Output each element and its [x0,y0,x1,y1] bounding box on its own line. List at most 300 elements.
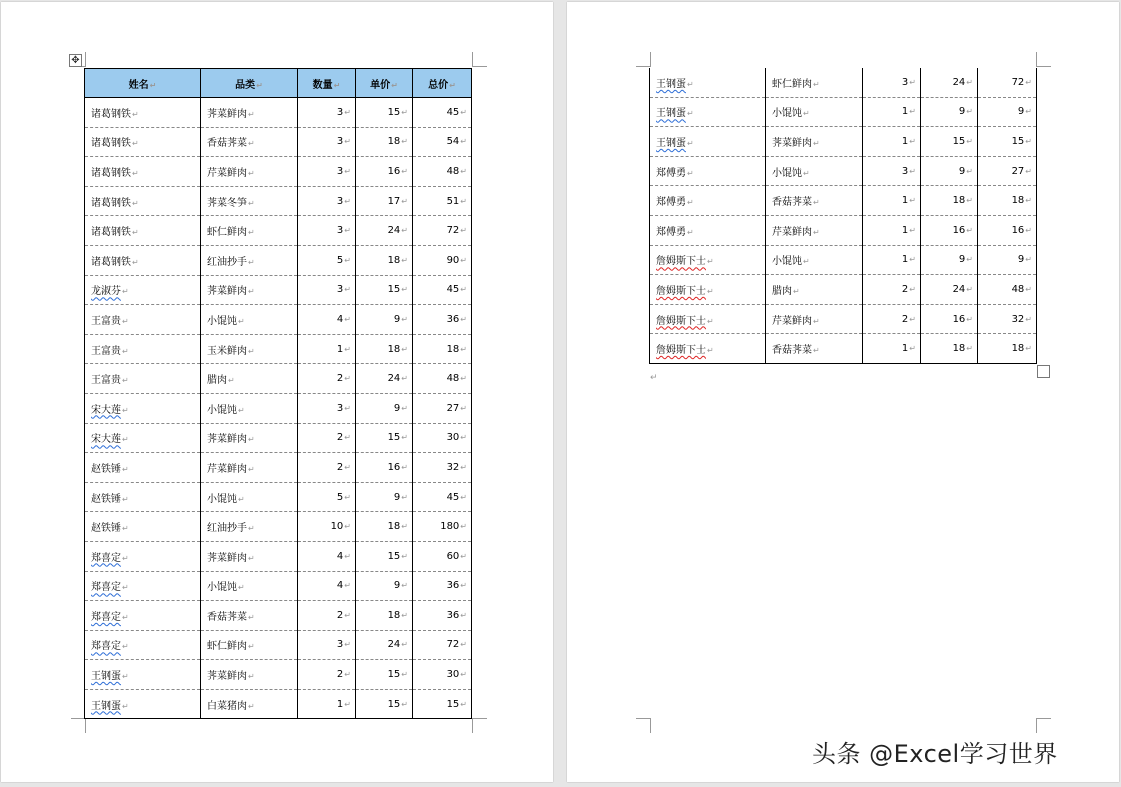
cell-category[interactable]: 荠菜鲜肉↵ [766,127,863,157]
cell-name[interactable]: 郑喜定↵ [85,571,201,601]
cell-unit-price[interactable]: 9↵ [356,305,413,335]
cell-unit-price[interactable]: 18↵ [356,512,413,542]
cell-end-mark: ↵ [401,640,408,650]
cell-end-mark: ↵ [401,670,408,680]
cell-unit-price[interactable]: 9↵ [921,97,978,127]
cell-unit-price[interactable]: 9↵ [921,156,978,186]
cell-quantity[interactable]: 3↵ [863,68,921,97]
crop-mark-bottom-right [1036,718,1051,733]
table-row [85,689,472,719]
cell-name[interactable]: 郑喜定↵ [85,601,201,631]
cell-total-price[interactable]: 18↵ [978,186,1037,216]
cell-end-mark: ↵ [122,612,129,622]
cell-category[interactable]: 红油抄手↵ [201,245,298,275]
cell-end-mark: ↵ [122,287,129,297]
cell-unit-price[interactable]: 9↵ [356,482,413,512]
cell-quantity[interactable]: 3↵ [298,157,356,187]
cell-end-mark: ↵ [793,286,800,296]
table-move-handle-icon[interactable]: ✥ [69,54,82,67]
cell-quantity[interactable]: 2↵ [298,453,356,483]
cell-total-price[interactable]: 60↵ [413,541,472,571]
cell-end-mark: ↵ [460,522,467,532]
cell-end-mark: ↵ [248,198,255,208]
cell-end-mark: ↵ [460,344,467,354]
cell-unit-price[interactable]: 9↵ [356,393,413,423]
cell-unit-price[interactable]: 17↵ [356,186,413,216]
cell-end-mark: ↵ [1025,255,1032,265]
cell-end-mark: ↵ [460,255,467,265]
cell-quantity[interactable]: 2↵ [298,423,356,453]
cell-unit-price[interactable]: 18↵ [921,186,978,216]
table-row [85,393,472,423]
cell-end-mark: ↵ [460,226,467,236]
cell-end-mark: ↵ [344,285,351,295]
cell-total-price[interactable]: 36↵ [413,305,472,335]
cell-end-mark: ↵ [344,433,351,443]
cell-end-mark: ↵ [460,670,467,680]
cell-end-mark: ↵ [132,168,139,178]
cell-end-mark: ↵ [344,314,351,324]
table-row [85,601,472,631]
data-table-page-1 [84,68,472,719]
cell-end-mark: ↵ [248,139,255,149]
cell-category[interactable]: 香菇荠菜↵ [201,601,298,631]
cell-end-mark: ↵ [344,255,351,265]
cell-category[interactable]: 腊肉↵ [201,364,298,394]
cell-end-mark: ↵ [401,403,408,413]
cell-name[interactable]: 郑傅勇↵ [650,215,766,245]
table-row [650,304,1037,334]
cell-category[interactable]: 腊肉↵ [766,275,863,305]
cell-name[interactable]: 宋大莲↵ [85,393,201,423]
cell-category[interactable]: 荠菜鲜肉↵ [201,275,298,305]
cell-category[interactable]: 芹菜鲜肉↵ [201,157,298,187]
cell-end-mark: ↵ [909,255,916,265]
cell-category[interactable]: 小馄饨↵ [766,156,863,186]
table-row [85,364,472,394]
cell-total-price[interactable]: 48↵ [413,157,472,187]
cell-end-mark: ↵ [248,672,255,682]
cell-category[interactable]: 香菇荠菜↵ [766,334,863,364]
cell-category[interactable]: 荠菜鲜肉↵ [201,423,298,453]
header-total-price[interactable]: 总价↵ [413,69,472,98]
cell-name[interactable]: 诸葛钢铁↵ [85,216,201,246]
cell-name[interactable]: 王富贵↵ [85,305,201,335]
cell-total-price[interactable]: 30↵ [413,423,472,453]
cell-end-mark: ↵ [813,316,820,326]
cell-end-mark: ↵ [248,109,255,119]
table-row [650,186,1037,216]
data-table-page-2 [649,68,1037,364]
cell-name[interactable]: 王钢蛋↵ [85,660,201,690]
cell-total-price[interactable]: 18↵ [413,334,472,364]
cell-category[interactable]: 芹菜鲜肉↵ [201,453,298,483]
cell-total-price[interactable]: 90↵ [413,245,472,275]
cell-category[interactable]: 白菜猪肉↵ [201,689,298,719]
table-row [85,275,472,305]
cell-total-price[interactable]: 32↵ [413,453,472,483]
cell-end-mark: ↵ [401,255,408,265]
cell-name[interactable]: 郑傅勇↵ [650,186,766,216]
cell-end-mark: ↵ [401,433,408,443]
cell-name[interactable]: 诸葛钢铁↵ [85,157,201,187]
cell-total-price[interactable]: 72↵ [413,216,472,246]
cell-total-price[interactable]: 16↵ [978,215,1037,245]
cell-quantity[interactable]: 3↵ [298,216,356,246]
cell-quantity[interactable]: 4↵ [298,571,356,601]
cell-unit-price[interactable]: 15↵ [921,127,978,157]
cell-total-price[interactable]: 48↵ [413,364,472,394]
cell-quantity[interactable]: 1↵ [298,334,356,364]
table-row [650,97,1037,127]
cell-name[interactable]: 郑喜定↵ [85,630,201,660]
cell-end-mark: ↵ [122,316,129,326]
cell-unit-price[interactable]: 18↵ [356,127,413,157]
cell-name[interactable]: 詹姆斯下士↵ [650,245,766,275]
crop-mark-bottom-right [472,718,487,733]
cell-end-mark: ↵ [909,77,916,87]
cell-end-mark: ↵ [966,77,973,87]
cell-unit-price[interactable]: 16↵ [356,453,413,483]
cell-quantity[interactable]: 3↵ [298,98,356,128]
table-row [85,630,472,660]
cell-end-mark: ↵ [132,139,139,149]
cell-quantity[interactable]: 1↵ [863,127,921,157]
cell-unit-price[interactable]: 24↵ [356,364,413,394]
cell-quantity[interactable]: 2↵ [863,304,921,334]
cell-end-mark: ↵ [401,699,408,709]
cell-end-mark: ↵ [803,257,810,267]
cell-name[interactable]: 王钢蛋↵ [650,97,766,127]
cell-name[interactable]: 詹姆斯下士↵ [650,275,766,305]
cell-unit-price[interactable]: 15↵ [356,423,413,453]
cell-unit-price[interactable]: 16↵ [921,215,978,245]
cell-total-price[interactable]: 18↵ [978,334,1037,364]
cell-total-price[interactable]: 72↵ [413,630,472,660]
cell-end-mark: ↵ [460,610,467,620]
cell-name[interactable]: 詹姆斯下士↵ [650,304,766,334]
table-row [85,423,472,453]
cell-end-mark: ↵ [909,166,916,176]
table-row [85,660,472,690]
cell-end-mark: ↵ [248,287,255,297]
cell-end-mark: ↵ [401,226,408,236]
cell-end-mark: ↵ [248,464,255,474]
cell-end-mark: ↵ [344,374,351,384]
cell-unit-price[interactable]: 16↵ [356,157,413,187]
header-category[interactable]: 品类↵ [201,69,298,98]
cell-end-mark: ↵ [687,138,694,148]
cell-quantity[interactable]: 2↵ [863,275,921,305]
cell-quantity[interactable]: 3↵ [298,275,356,305]
cell-end-mark: ↵ [344,166,351,176]
cell-unit-price[interactable]: 24↵ [356,216,413,246]
cell-end-mark: ↵ [248,701,255,711]
table-row [85,571,472,601]
cell-name[interactable]: 王富贵↵ [85,364,201,394]
cell-quantity[interactable]: 1↵ [863,97,921,127]
table-row [650,334,1037,364]
cell-end-mark: ↵ [122,642,129,652]
cell-total-price[interactable]: 48↵ [978,275,1037,305]
cell-end-mark: ↵ [248,612,255,622]
cell-end-mark: ↵ [1025,166,1032,176]
cell-unit-price[interactable]: 15↵ [356,689,413,719]
table-row [650,156,1037,186]
cell-category[interactable]: 小馄饨↵ [766,245,863,275]
cell-category[interactable]: 玉米鲜肉↵ [201,334,298,364]
cell-total-price[interactable]: 27↵ [413,393,472,423]
paragraph-mark: ↵ [650,373,658,383]
cell-end-mark: ↵ [122,346,129,356]
cell-unit-price[interactable]: 24↵ [356,630,413,660]
cell-quantity[interactable]: 2↵ [298,364,356,394]
cell-quantity[interactable]: 3↵ [298,186,356,216]
cell-quantity[interactable]: 1↵ [863,186,921,216]
cell-end-mark: ↵ [228,376,235,386]
cell-total-price[interactable]: 15↵ [413,689,472,719]
cell-category[interactable]: 荠菜冬笋↵ [201,186,298,216]
table-row [85,541,472,571]
cell-quantity[interactable]: 4↵ [298,305,356,335]
cell-end-mark: ↵ [460,285,467,295]
cell-unit-price[interactable]: 18↵ [356,334,413,364]
cell-total-price[interactable]: 9↵ [978,245,1037,275]
cell-end-mark: ↵ [344,344,351,354]
cell-quantity[interactable]: 1↵ [863,334,921,364]
cell-end-mark: ↵ [803,168,810,178]
cell-end-mark: ↵ [687,227,694,237]
cell-total-price[interactable]: 45↵ [413,98,472,128]
cell-category[interactable]: 虾仁鲜肉↵ [201,216,298,246]
cell-unit-price[interactable]: 9↵ [356,571,413,601]
cell-total-price[interactable]: 15↵ [978,127,1037,157]
cell-category[interactable]: 虾仁鲜肉↵ [766,68,863,97]
cell-end-mark: ↵ [909,107,916,117]
cell-name[interactable]: 詹姆斯下士↵ [650,334,766,364]
cell-end-mark: ↵ [966,314,973,324]
cell-unit-price[interactable]: 15↵ [356,541,413,571]
cell-quantity[interactable]: 5↵ [298,245,356,275]
cell-total-price[interactable]: 36↵ [413,571,472,601]
cell-end-mark: ↵ [460,166,467,176]
cell-quantity[interactable]: 10↵ [298,512,356,542]
cell-end-mark: ↵ [909,136,916,146]
cell-end-mark: ↵ [687,198,694,208]
cell-end-mark: ↵ [122,553,129,563]
cell-quantity[interactable]: 1↵ [863,215,921,245]
header-name[interactable]: 姓名↵ [85,69,201,98]
cell-total-price[interactable]: 9↵ [978,97,1037,127]
cell-quantity[interactable]: 4↵ [298,541,356,571]
table-row [85,334,472,364]
cell-end-mark: ↵ [1025,284,1032,294]
cell-end-mark: ↵ [122,701,129,711]
cell-end-mark: ↵ [1025,107,1032,117]
cell-name[interactable]: 宋大莲↵ [85,423,201,453]
cell-name[interactable]: 诸葛钢铁↵ [85,186,201,216]
header-unit-price[interactable]: 单价↵ [356,69,413,98]
cell-end-mark: ↵ [401,196,408,206]
cell-name[interactable]: 王富贵↵ [85,334,201,364]
cell-end-mark: ↵ [248,228,255,238]
cell-name[interactable]: 诸葛钢铁↵ [85,98,201,128]
cell-end-mark: ↵ [909,284,916,294]
cell-end-mark: ↵ [966,166,973,176]
cell-end-mark: ↵ [132,198,139,208]
cell-total-price[interactable]: 36↵ [413,601,472,631]
cell-category[interactable]: 红油抄手↵ [201,512,298,542]
cell-end-mark: ↵ [122,524,129,534]
header-quantity[interactable]: 数量↵ [298,69,356,98]
cell-category[interactable]: 香菇荠菜↵ [766,186,863,216]
cell-quantity[interactable]: 2↵ [298,601,356,631]
cell-unit-price[interactable]: 16↵ [921,304,978,334]
cell-category[interactable]: 芹菜鲜肉↵ [766,215,863,245]
cell-end-mark: ↵ [460,462,467,472]
cell-end-mark: ↵ [238,316,245,326]
cell-category[interactable]: 荠菜鲜肉↵ [201,660,298,690]
cell-total-price[interactable]: 32↵ [978,304,1037,334]
cell-end-mark: ↵ [344,196,351,206]
cell-quantity[interactable]: 5↵ [298,482,356,512]
cell-total-price[interactable]: 30↵ [413,660,472,690]
cell-end-mark: ↵ [909,196,916,206]
table-resize-handle-icon[interactable] [1037,365,1050,378]
cell-end-mark: ↵ [1025,344,1032,354]
cell-total-price[interactable]: 180↵ [413,512,472,542]
cell-category[interactable]: 虾仁鲜肉↵ [201,630,298,660]
cell-end-mark: ↵ [401,107,408,117]
cell-end-mark: ↵ [122,494,129,504]
cell-name[interactable]: 郑喜定↵ [85,541,201,571]
cell-quantity[interactable]: 3↵ [298,127,356,157]
cell-unit-price[interactable]: 18↵ [921,334,978,364]
cell-end-mark: ↵ [813,79,820,89]
cell-total-price[interactable]: 27↵ [978,156,1037,186]
cell-end-mark: ↵ [401,374,408,384]
cell-end-mark: ↵ [401,137,408,147]
cell-end-mark: ↵ [122,672,129,682]
cell-end-mark: ↵ [401,610,408,620]
cell-category[interactable]: 香菇荠菜↵ [201,127,298,157]
table-row [85,305,472,335]
cell-end-mark: ↵ [966,136,973,146]
cell-end-mark: ↵ [122,583,129,593]
cell-end-mark: ↵ [344,640,351,650]
cell-category[interactable]: 芹菜鲜肉↵ [766,304,863,334]
cell-quantity[interactable]: 1↵ [298,689,356,719]
cell-end-mark: ↵ [238,583,245,593]
cell-name[interactable]: 赵铁锤↵ [85,512,201,542]
cell-unit-price[interactable]: 15↵ [356,275,413,305]
cell-end-mark: ↵ [1025,77,1032,87]
cell-category[interactable]: 荠菜鲜肉↵ [201,541,298,571]
cell-unit-price[interactable]: 24↵ [921,68,978,97]
cell-end-mark: ↵ [248,553,255,563]
cell-end-mark: ↵ [122,435,129,445]
cell-end-mark: ↵ [460,196,467,206]
cell-category[interactable]: 小馄饨↵ [201,482,298,512]
cell-end-mark: ↵ [966,225,973,235]
cell-end-mark: ↵ [401,314,408,324]
cell-end-mark: ↵ [460,403,467,413]
crop-mark-top-right [472,52,487,67]
cell-name[interactable]: 诸葛钢铁↵ [85,245,201,275]
cell-name[interactable]: 赵铁锤↵ [85,482,201,512]
cell-quantity[interactable]: 3↵ [298,630,356,660]
cell-name[interactable]: 赵铁锤↵ [85,453,201,483]
cell-name[interactable]: 王钢蛋↵ [650,68,766,97]
watermark: 头条 @Excel学习世界 [812,740,1058,768]
cell-end-mark: ↵ [707,346,714,356]
cell-category[interactable]: 荠菜鲜肉↵ [201,98,298,128]
cell-unit-price[interactable]: 18↵ [356,245,413,275]
crop-mark-top-right [1036,52,1051,67]
cell-quantity[interactable]: 3↵ [863,156,921,186]
cell-quantity[interactable]: 3↵ [298,393,356,423]
cell-end-mark: ↵ [248,524,255,534]
cell-name[interactable]: 王钢蛋↵ [85,689,201,719]
cell-name[interactable]: 王钢蛋↵ [650,127,766,157]
cell-unit-price[interactable]: 24↵ [921,275,978,305]
cell-name[interactable]: 郑傅勇↵ [650,156,766,186]
cell-end-mark: ↵ [344,492,351,502]
cell-end-mark: ↵ [344,670,351,680]
cell-end-mark: ↵ [132,257,139,267]
cell-end-mark: ↵ [401,462,408,472]
cell-category[interactable]: 小馄饨↵ [201,393,298,423]
cell-total-price[interactable]: 72↵ [978,68,1037,97]
cell-end-mark: ↵ [687,168,694,178]
cell-category[interactable]: 小馄饨↵ [201,305,298,335]
cell-total-price[interactable]: 51↵ [413,186,472,216]
cell-total-price[interactable]: 45↵ [413,482,472,512]
cell-end-mark: ↵ [460,107,467,117]
cell-end-mark: ↵ [248,435,255,445]
table-row [85,157,472,187]
cell-unit-price[interactable]: 15↵ [356,98,413,128]
cell-name[interactable]: 诸葛钢铁↵ [85,127,201,157]
cell-end-mark: ↵ [344,699,351,709]
cell-end-mark: ↵ [803,109,810,119]
cell-unit-price[interactable]: 15↵ [356,660,413,690]
cell-total-price[interactable]: 45↵ [413,275,472,305]
cell-end-mark: ↵ [344,462,351,472]
table-row [85,216,472,246]
cell-quantity[interactable]: 2↵ [298,660,356,690]
cell-end-mark: ↵ [460,581,467,591]
cell-end-mark: ↵ [401,285,408,295]
cell-end-mark: ↵ [909,314,916,324]
cell-category[interactable]: 小馄饨↵ [766,97,863,127]
cell-end-mark: ↵ [122,464,129,474]
cell-end-mark: ↵ [401,522,408,532]
cell-total-price[interactable]: 54↵ [413,127,472,157]
cell-end-mark: ↵ [460,699,467,709]
cell-end-mark: ↵ [132,228,139,238]
cell-category[interactable]: 小馄饨↵ [201,571,298,601]
cell-end-mark: ↵ [248,168,255,178]
cell-unit-price[interactable]: 18↵ [356,601,413,631]
cell-name[interactable]: 龙淑芬↵ [85,275,201,305]
cell-unit-price[interactable]: 9↵ [921,245,978,275]
cell-quantity[interactable]: 1↵ [863,245,921,275]
cell-end-mark: ↵ [966,196,973,206]
cell-end-mark: ↵ [909,344,916,354]
cell-end-mark: ↵ [966,255,973,265]
cell-end-mark: ↵ [238,405,245,415]
